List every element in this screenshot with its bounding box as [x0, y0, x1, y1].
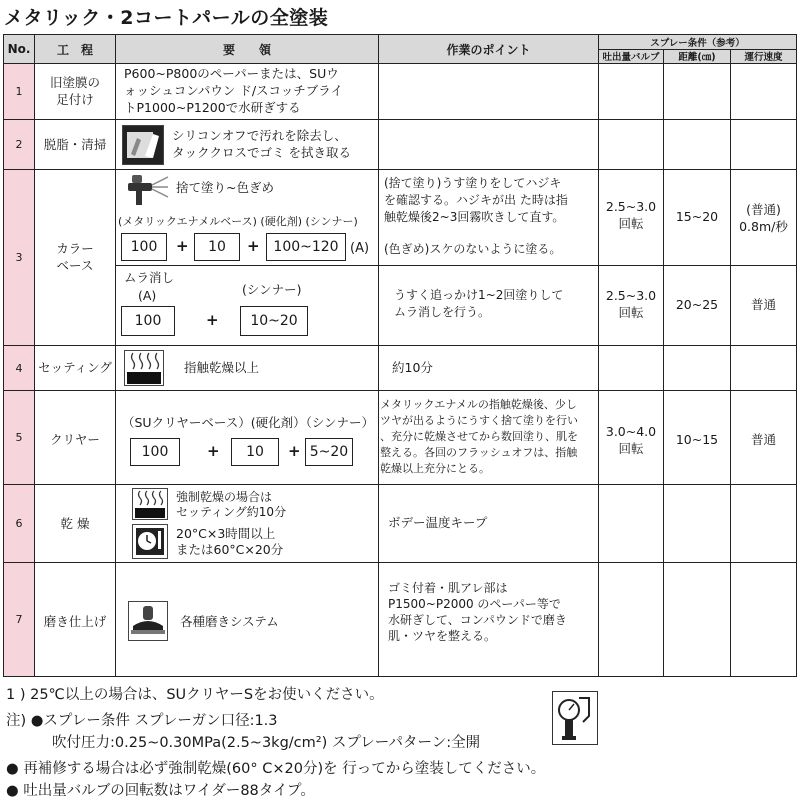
- plus-sign: +: [206, 311, 219, 329]
- point-text: ゴミ付着・肌アレ部は P1500~P2000 のペーパー等で 水研ぎして、コンパウンドで磨き 肌・ツヤを整える。: [388, 581, 567, 643]
- plus-sign: +: [207, 442, 220, 460]
- mix-ratio-box: 100: [121, 306, 175, 336]
- plus-sign: +: [247, 237, 260, 255]
- distance-value: 20~25: [675, 297, 719, 312]
- header-speed: 運行速度: [731, 49, 796, 63]
- page-title: メタリック・2コートパールの全塗装: [4, 7, 329, 29]
- drying-heat-icon: [124, 350, 164, 386]
- spray-gun-icon: [122, 173, 170, 207]
- mix-label: (シンナー): [242, 282, 302, 297]
- header-valve: 吐出量バルブ: [599, 49, 663, 63]
- header-no: No.: [4, 35, 34, 63]
- mix-ratio-box: 10: [231, 438, 279, 466]
- mix-labels: （SUクリヤーベース）(硬化剤）（シンナー）: [122, 415, 375, 430]
- header-process: 工 程: [35, 35, 115, 63]
- speed-value: (普通) 0.8m/秒: [739, 202, 788, 234]
- mix-suffix: (A): [350, 241, 370, 256]
- valve-value: 3.0~4.0 回転: [605, 424, 657, 456]
- mix-ratio-box: 100: [121, 233, 167, 261]
- distance-value: 10~15: [675, 432, 719, 447]
- row-number: 4: [4, 346, 34, 390]
- row-number: 2: [4, 120, 34, 169]
- row-number: 1: [4, 64, 34, 119]
- process-table: [3, 34, 797, 677]
- plus-sign: +: [176, 237, 189, 255]
- spray-pressure-gauge-icon: [552, 691, 598, 745]
- header-spray-conditions: スプレー条件（参考）: [599, 35, 796, 49]
- point-text: 約10分: [392, 360, 433, 375]
- outline-text: 強制乾燥の場合は セッティング約10分: [176, 490, 287, 519]
- process-name: 脱脂・清掃: [43, 137, 107, 152]
- process-name: 乾 燥: [60, 516, 90, 531]
- process-name: クリヤー: [50, 432, 100, 447]
- thermometer-clock-icon: [132, 524, 168, 559]
- mix-label: (A): [138, 288, 157, 303]
- process-name: カラー ベース: [56, 241, 94, 273]
- valve-value: 2.5~3.0 回転: [605, 199, 657, 231]
- step-title: 捨て塗り~色ぎめ: [176, 180, 274, 195]
- polisher-icon: [128, 601, 168, 641]
- mix-ratio-box: 10: [194, 233, 240, 261]
- process-name: セッティング: [38, 360, 112, 375]
- note-line: ● 吐出量バルブの回転数はワイダー88タイプ。: [6, 783, 315, 799]
- outline-text: P600~P800のペーパーまたは、SUウ ォッシュコンパウン ド/スコッチブライ トP1000~P1200で水研ぎする: [124, 66, 343, 115]
- point-text: (捨て塗り)うす塗りをしてハジキ を確認する。ハジキが出 た時は指 触乾燥後2~3回霧吹きして直す。: [384, 176, 568, 224]
- outline-text: 指触乾燥以上: [184, 360, 260, 375]
- mix-labels: (メタリックエナメルベース) (硬化剤) (シンナー): [118, 215, 358, 228]
- wipe-cloth-icon: [122, 125, 164, 165]
- distance-value: 15~20: [675, 209, 719, 224]
- point-text: (色ぎめ)スケのないように塗る。: [384, 242, 562, 256]
- row-number: 7: [4, 563, 34, 676]
- mix-ratio-box: 10~20: [240, 306, 308, 336]
- row-number: 6: [4, 485, 34, 562]
- point-text: メタリックエナメルの指触乾燥後、少し ツヤが出るようにうすく捨て塗りを行い 、充分に乾燥させてから数回塗り、肌を 整える。各回のフラッシュオフは、指触 乾燥以上充分にとる。: [380, 398, 578, 475]
- note-line: ● 再補修する場合は必ず強制乾燥(60° C×20分)を 行ってから塗装してください。: [6, 761, 546, 777]
- process-name: 旧塗膜の 足付け: [49, 75, 100, 107]
- process-name: 磨き仕上げ: [43, 614, 107, 629]
- row-number: 3: [4, 170, 34, 345]
- drying-heat-icon: [132, 488, 168, 520]
- header-distance: 距離(㎝): [664, 49, 730, 63]
- outline-text: 各種磨きシステム: [180, 614, 279, 629]
- mix-ratio-box: 5~20: [305, 438, 353, 466]
- point-text: うすく追っかけ1~2回塗りして ムラ消しを行う。: [394, 288, 564, 319]
- step-title: ムラ消し: [124, 270, 175, 285]
- outline-text: 20°C×3時間以上 または60°C×20分: [176, 526, 284, 557]
- outline-text: シリコンオフで汚れを除去し、 タッククロスでゴミ を拭き取る: [172, 128, 351, 160]
- note-line: 注) ●スプレー条件 スプレーガン口径:1.3: [6, 713, 278, 729]
- point-text: ボデー温度キープ: [388, 515, 488, 530]
- speed-value: 普通: [750, 297, 776, 312]
- row-number: 5: [4, 391, 34, 484]
- header-points: 作業のポイント: [379, 35, 598, 63]
- plus-sign: +: [288, 442, 301, 460]
- speed-value: 普通: [750, 432, 776, 447]
- mix-ratio-box: 100~120: [266, 233, 346, 261]
- header-outline: 要 領: [116, 35, 378, 63]
- note-line: 吹付圧力:0.25~0.30MPa(2.5~3kg/cm²) スプレーパターン:全開: [52, 735, 481, 751]
- valve-value: 2.5~3.0 回転: [605, 288, 657, 320]
- mix-ratio-box: 100: [130, 438, 180, 466]
- note-line: 1 ) 25℃以上の場合は、SUクリヤーSをお使いください。: [6, 687, 384, 703]
